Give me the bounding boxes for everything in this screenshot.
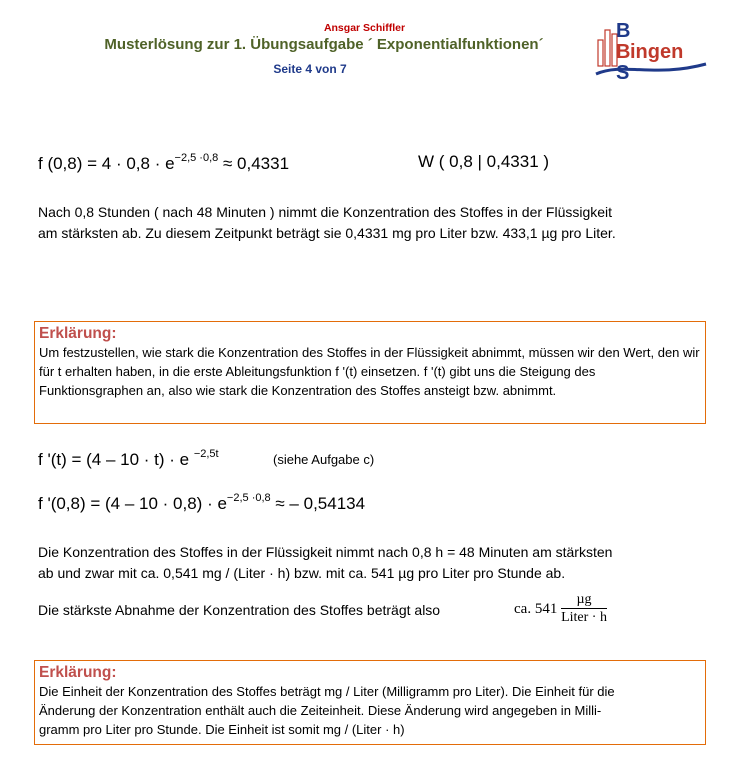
formula1-exponent: −2,5 ·0,8	[174, 152, 219, 164]
unit-numerator: µg	[561, 592, 607, 609]
paragraph-1	[38, 202, 616, 244]
paragraph-2-line-2: ab und zwar mit ca. 0,541 mg / (Liter · h) bzw. mit ca. 541 µg pro Liter pro Stunde ab.	[38, 565, 566, 581]
explanation-heading-2: Erklärung:	[39, 664, 117, 681]
reference-note: (siehe Aufgabe c)	[273, 452, 375, 467]
abnahme-value	[514, 592, 607, 627]
unit-denominator: Liter · h	[561, 610, 607, 625]
bbs-bingen-logo	[594, 18, 708, 82]
explanation-text-1: Um festzustellen, wie stark die Konzentration des Stoffes in der Flüssigkeit abnimmt, müssen wir den Wert, den wir für t erhalten haben, in die erste Ableitungsfunktion f '(t) einsetzen. f '(t) gibt uns die Steigung des Funktionsgraphen an, also wie stark die Konzentration des Stoffes ansteigt bzw. abnimmt.	[39, 345, 700, 398]
formula3-rhs: ≈ – 0,54134	[270, 494, 366, 513]
logo-letter-b2: B	[616, 41, 631, 63]
formula3-exponent: −2,5 ·0,8	[226, 492, 271, 504]
paragraph-1-line-2: am stärksten ab. Zu diesem Zeitpunkt beträgt sie 0,4331 mg pro Liter bzw. 433,1 µg pro Liter.	[38, 225, 616, 241]
paragraph-2-line-1: Die Konzentration des Stoffes in der Flüssigkeit nimmt nach 0,8 h = 48 Minuten am stärksten	[38, 544, 613, 560]
page-title: Musterlösung zur 1. Übungsaufgabe ´ Exponentialfunktionen´	[104, 36, 544, 53]
formula1-lhs: f (0,8) = 4 · 0,8 · e	[38, 154, 175, 173]
logo-word: ingen	[630, 41, 684, 63]
logo-letter-s: S	[616, 62, 630, 82]
formula2-exponent: −2,5t	[193, 448, 219, 460]
derivative-at-0-8	[38, 492, 365, 514]
formula3-lhs: f '(0,8) = (4 – 10 · 0,8) · e	[38, 494, 227, 513]
unit-fraction	[561, 592, 607, 627]
explanation-text-2-line-1: Die Einheit der Konzentration des Stoffes beträgt mg / Liter (Milligramm pro Liter). Die Einheit für die	[39, 684, 615, 699]
paragraph-3	[38, 600, 440, 621]
page-number: Seite 4 von 7	[273, 62, 347, 76]
explanation-text-2-line-2: Änderung der Konzentration enthält auch die Zeiteinheit. Diese Änderung wird angegeben in Milli-	[39, 703, 602, 718]
logo-letter-b1: B	[616, 20, 631, 42]
logo-graphic	[594, 18, 708, 82]
explanation-box-1	[34, 321, 706, 424]
explanation-box-2	[34, 660, 706, 745]
formula2-lhs: f '(t) = (4 – 10 · t) · e	[38, 450, 194, 469]
paragraph-3-text: Die stärkste Abnahme der Konzentration des Stoffes beträgt also	[38, 602, 441, 618]
derivative-formula	[38, 448, 219, 470]
abnahme-number: ca. 541	[514, 601, 558, 617]
inflection-point: W ( 0,8 | 0,4331 )	[418, 152, 550, 171]
author-name: Ansgar Schiffler	[323, 22, 406, 34]
paragraph-2	[38, 542, 612, 584]
explanation-heading-1: Erklärung:	[39, 325, 117, 342]
formula-f-of-0-8	[38, 152, 289, 174]
formula1-rhs: ≈ 0,4331	[218, 154, 290, 173]
paragraph-1-line-1: Nach 0,8 Stunden ( nach 48 Minuten ) nimmt die Konzentration des Stoffes in der Flüssigkeit	[38, 204, 613, 220]
explanation-text-2-line-3: gramm pro Liter pro Stunde. Die Einheit ist somit mg / (Liter · h)	[39, 722, 405, 737]
